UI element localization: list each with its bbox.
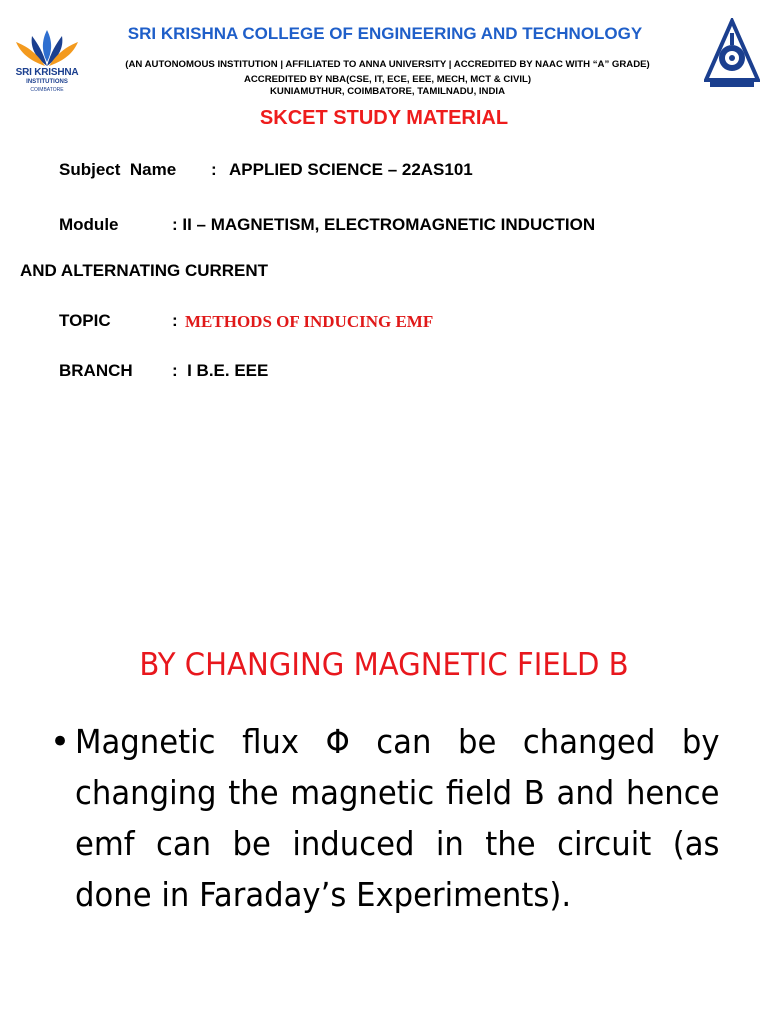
topic-value: METHODS OF INDUCING EMF bbox=[185, 312, 434, 331]
college-seal-logo bbox=[704, 18, 760, 90]
module-label: Module bbox=[59, 215, 119, 234]
bullet-point-icon: • bbox=[50, 722, 71, 762]
module-value: : II – MAGNETISM, ELECTROMAGNETIC INDUCTION bbox=[172, 215, 596, 234]
subject-separator: : bbox=[211, 160, 217, 179]
topic-separator: : bbox=[172, 311, 178, 330]
branch-label: BRANCH bbox=[59, 361, 133, 380]
affiliation-line: (AN AUTONOMOUS INSTITUTION | AFFILIATED TO ANNA UNIVERSITY | ACCREDITED BY NAAC WITH “A” GRADE) bbox=[125, 59, 650, 70]
subject-label: Subject Name bbox=[59, 160, 177, 179]
address-line: KUNIAMUTHUR, COIMBATORE, TAMILNADU, INDIA bbox=[269, 86, 506, 97]
logo-brand-text: SRI KRISHNA bbox=[15, 67, 79, 78]
study-material-title: SKCET STUDY MATERIAL bbox=[259, 107, 509, 129]
logo-brand-city: COIMBATORE bbox=[30, 87, 64, 93]
college-name: SRI KRISHNA COLLEGE OF ENGINEERING AND TECHNOLOGY bbox=[127, 24, 643, 43]
branch-value: : I B.E. EEE bbox=[172, 361, 269, 380]
slide-heading: BY CHANGING MAGNETIC FIELD B bbox=[139, 647, 629, 683]
topic-label: TOPIC bbox=[59, 311, 111, 330]
accreditation-line: ACCREDITED BY NBA(CSE, IT, ECE, EEE, MECH, MCT & CIVIL) bbox=[243, 74, 532, 85]
module-value-continued: AND ALTERNATING CURRENT bbox=[20, 261, 269, 280]
bullet-text: Magnetic flux Φ can be changed by changing the magnetic field B and hence emf can be induced in the circuit (as done in Faraday’s Experiments). bbox=[75, 722, 720, 914]
subject-value: APPLIED SCIENCE – 22AS101 bbox=[229, 160, 473, 179]
college-seal-icon bbox=[704, 18, 760, 90]
logo-brand-subtext: INSTITUTIONS bbox=[26, 79, 68, 85]
